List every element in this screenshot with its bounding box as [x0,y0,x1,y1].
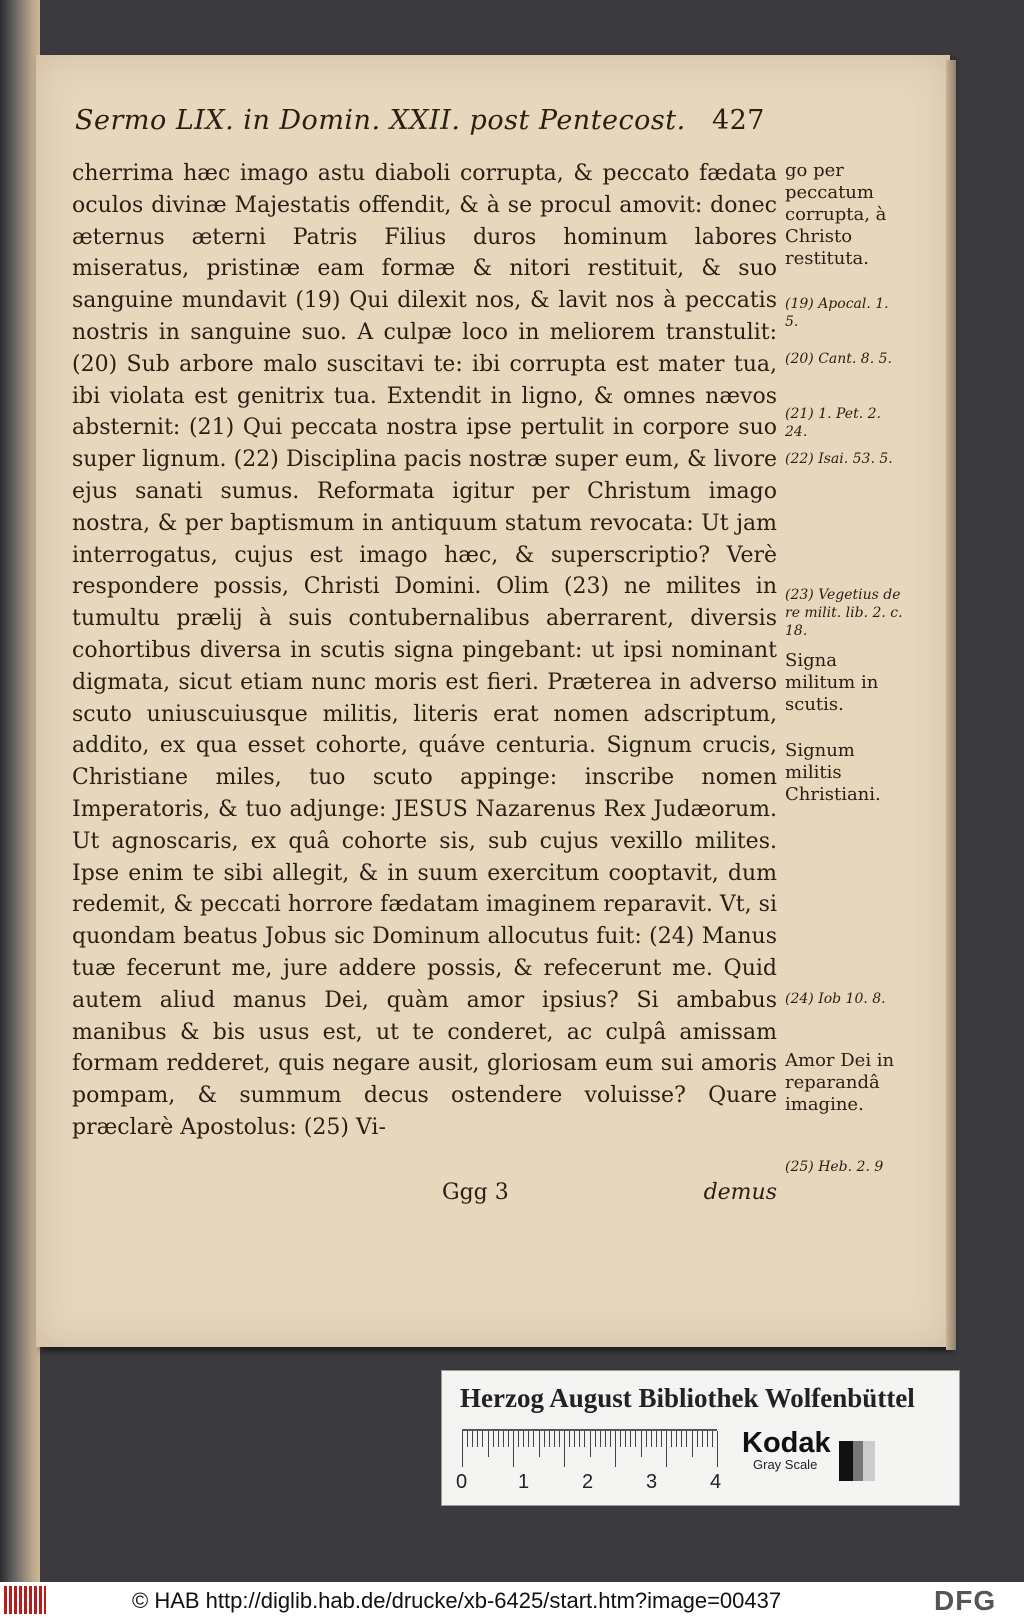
ruler-tick [661,1431,662,1447]
ruler-tick [646,1431,647,1447]
margin-note: Signum militis Christiani. [785,740,881,805]
ruler-tick [635,1431,636,1447]
running-head-title: Sermo LIX. in Domin. XXII. post Pentecost. [75,105,686,136]
footer-link[interactable]: © HAB http://diglib.hab.de/drucke/xb-6425/start.htm?image=00437 [132,1588,782,1613]
book-spine-edge [0,0,40,1590]
ruler-tick [712,1431,713,1447]
ruler-tick [686,1431,687,1447]
ruler-tick [692,1431,693,1457]
gray-swatch [853,1441,863,1481]
ruler-tick [615,1431,616,1467]
ruler-tick [600,1431,601,1447]
ruler-number: 4 [710,1471,722,1493]
gray-swatch [839,1441,853,1481]
hab-logo-icon [4,1586,46,1614]
ruler-tick [605,1431,606,1447]
margin-note: (25) Heb. 2. 9 [785,1159,884,1175]
ruler-tick [462,1431,463,1467]
ruler-tick [620,1431,621,1447]
signature-mark: Ggg 3 [442,1180,509,1205]
body-text [72,158,777,1208]
ruler-tick [584,1431,585,1447]
ruler-tick [656,1431,657,1447]
ruler-tick [533,1431,534,1447]
ruler-tick [574,1431,575,1447]
margin-notes [785,160,905,1190]
margin-note: Signa militum in scutis. [785,650,879,715]
running-head [75,105,765,149]
ruler-number: 3 [646,1471,658,1493]
catchword: demus [703,1180,777,1205]
ruler-tick [559,1431,560,1447]
ruler-tick [549,1431,550,1447]
ruler-tick [625,1431,626,1447]
ruler-tick [528,1431,529,1447]
ruler-tick [702,1431,703,1447]
ruler-numbers [456,1471,746,1495]
margin-note: (19) Apocal. 1. 5. [785,296,889,330]
ruler-tick [697,1431,698,1447]
ruler-tick [707,1431,708,1447]
ruler-tick [641,1431,642,1457]
ruler-tick [610,1431,611,1447]
ruler-tick [488,1431,489,1457]
ruler-tick [569,1431,570,1447]
dfg-logo: DFG [934,1585,997,1616]
page-number: 427 [711,105,765,136]
ruler-tick [676,1431,677,1447]
library-name: Herzog August Bibliothek Wolfenbüttel [460,1383,915,1413]
ruler-tick [666,1431,667,1467]
scale-ruler [462,1429,717,1471]
page-edge [946,60,956,1350]
ruler-tick [651,1431,652,1447]
kodak-logo: Kodak [742,1427,831,1459]
gray-swatch [863,1441,875,1481]
ruler-tick [595,1431,596,1447]
ruler-tick [671,1431,672,1447]
ruler-tick [590,1431,591,1457]
margin-note: (22) Isai. 53. 5. [785,451,893,467]
ruler-tick [482,1431,483,1447]
ruler-tick [539,1431,540,1457]
ruler-tick [523,1431,524,1447]
ruler-tick [472,1431,473,1447]
gray-scale-label: Gray Scale [753,1457,818,1472]
ruler-tick [513,1431,514,1467]
paragraph: cherrima hæc imago astu diaboli corrupta, & peccato fædata oculos divinæ Majestatis offendit, & à se procul amovit: donec æternus æterni Patris Filius duros hominum labores miseratus, pristinæ eam formæ & nitori restituit, & suo sanguine mundavit (19) Qui dilexit nos, & lavit nos à peccatis nostris in sanguine suo. A culpæ loco in meliorem transtulit: (20) Sub arbore malo suscitavi te: ibi corrupta est mater tua, ibi violata est genitrix tua. Extendit in ligno, & omnes nævos absternit: (21) Qui peccata nostra ipse pertulit in corpore suo super lignum. (22) Disciplina pacis nostræ super eum, & livore ejus sanati sumus. Reformata igitur per Christum imago nostra, & per baptismum in antiquum statum revocata: Ut jam interrogatus, cujus est imago hæc, & superscriptio? Verè respondere possis, Christi Domini. Olim (23) ne milites in tumultu prælij à suis contubernalibus aberrarent, diversis cohortibus diversa in scutis signa pingebant: ut ipsi nominant digmata, sicut etiam nunc moris est fieri. Præterea in adverso scuto uniuscuiusque militis, literis erat nomen adscriptum, addito, ex qua esset cohorte, quáve centuria. Signum crucis, Christiane miles, tuo scuto appinge: inscribe nomen Imperatoris, & tuo adjunge: JESUS Nazarenus Rex Judæorum. Ut agnoscaris, ex quâ cohorte sis, sub cujus vexillo milites. Ipse enim te sibi allegit, & in suum exercitum cooptavit, dum redemit, & peccati horrore fædatam imaginem reparavit. Vt, si quondam beatus Jobus sic Dominum allocutus fuit: (24) Manus tuæ fecerunt me, jure addere possis, & refecerunt me. Quid autem aliud manus Dei, quàm amor ipsius? Si ambabus manibus & bis usus est, ut te conderet, ac culpâ amissam formam redderet, quis negare ausit, gloriosam eum sui amoris pompam, & summum decus ostendere voluisse? Quare præclarè Apostolus: (25) Vi- [72,161,777,1140]
ruler-number: 0 [456,1471,468,1493]
ruler-tick [503,1431,504,1447]
margin-note: (24) Iob 10. 8. [785,991,886,1007]
ruler-tick [498,1431,499,1447]
ruler-tick [544,1431,545,1447]
library-label-card [441,1370,960,1506]
margin-note: Amor Dei in reparandâ imagine. [785,1050,895,1115]
ruler-tick [717,1431,718,1467]
ruler-tick [493,1431,494,1447]
ruler-tick [508,1431,509,1447]
page-footer-line [72,1180,777,1216]
ruler-number: 2 [582,1471,594,1493]
ruler-tick [518,1431,519,1447]
margin-note: (23) Vegetius de re milit. lib. 2. c. 18. [785,587,903,639]
ruler-tick [579,1431,580,1447]
margin-note: (21) 1. Pet. 2. 24. [785,406,881,440]
ruler-tick [477,1431,478,1447]
margin-note: go per peccatum corrupta, à Christo restituta. [785,160,887,269]
ruler-tick [681,1431,682,1447]
margin-note: (20) Cant. 8. 5. [785,351,892,367]
ruler-tick [467,1431,468,1447]
ruler-tick [630,1431,631,1447]
ruler-number: 1 [518,1471,530,1493]
footer-bar [0,1582,1024,1618]
ruler-tick [554,1431,555,1447]
ruler-tick [564,1431,565,1467]
